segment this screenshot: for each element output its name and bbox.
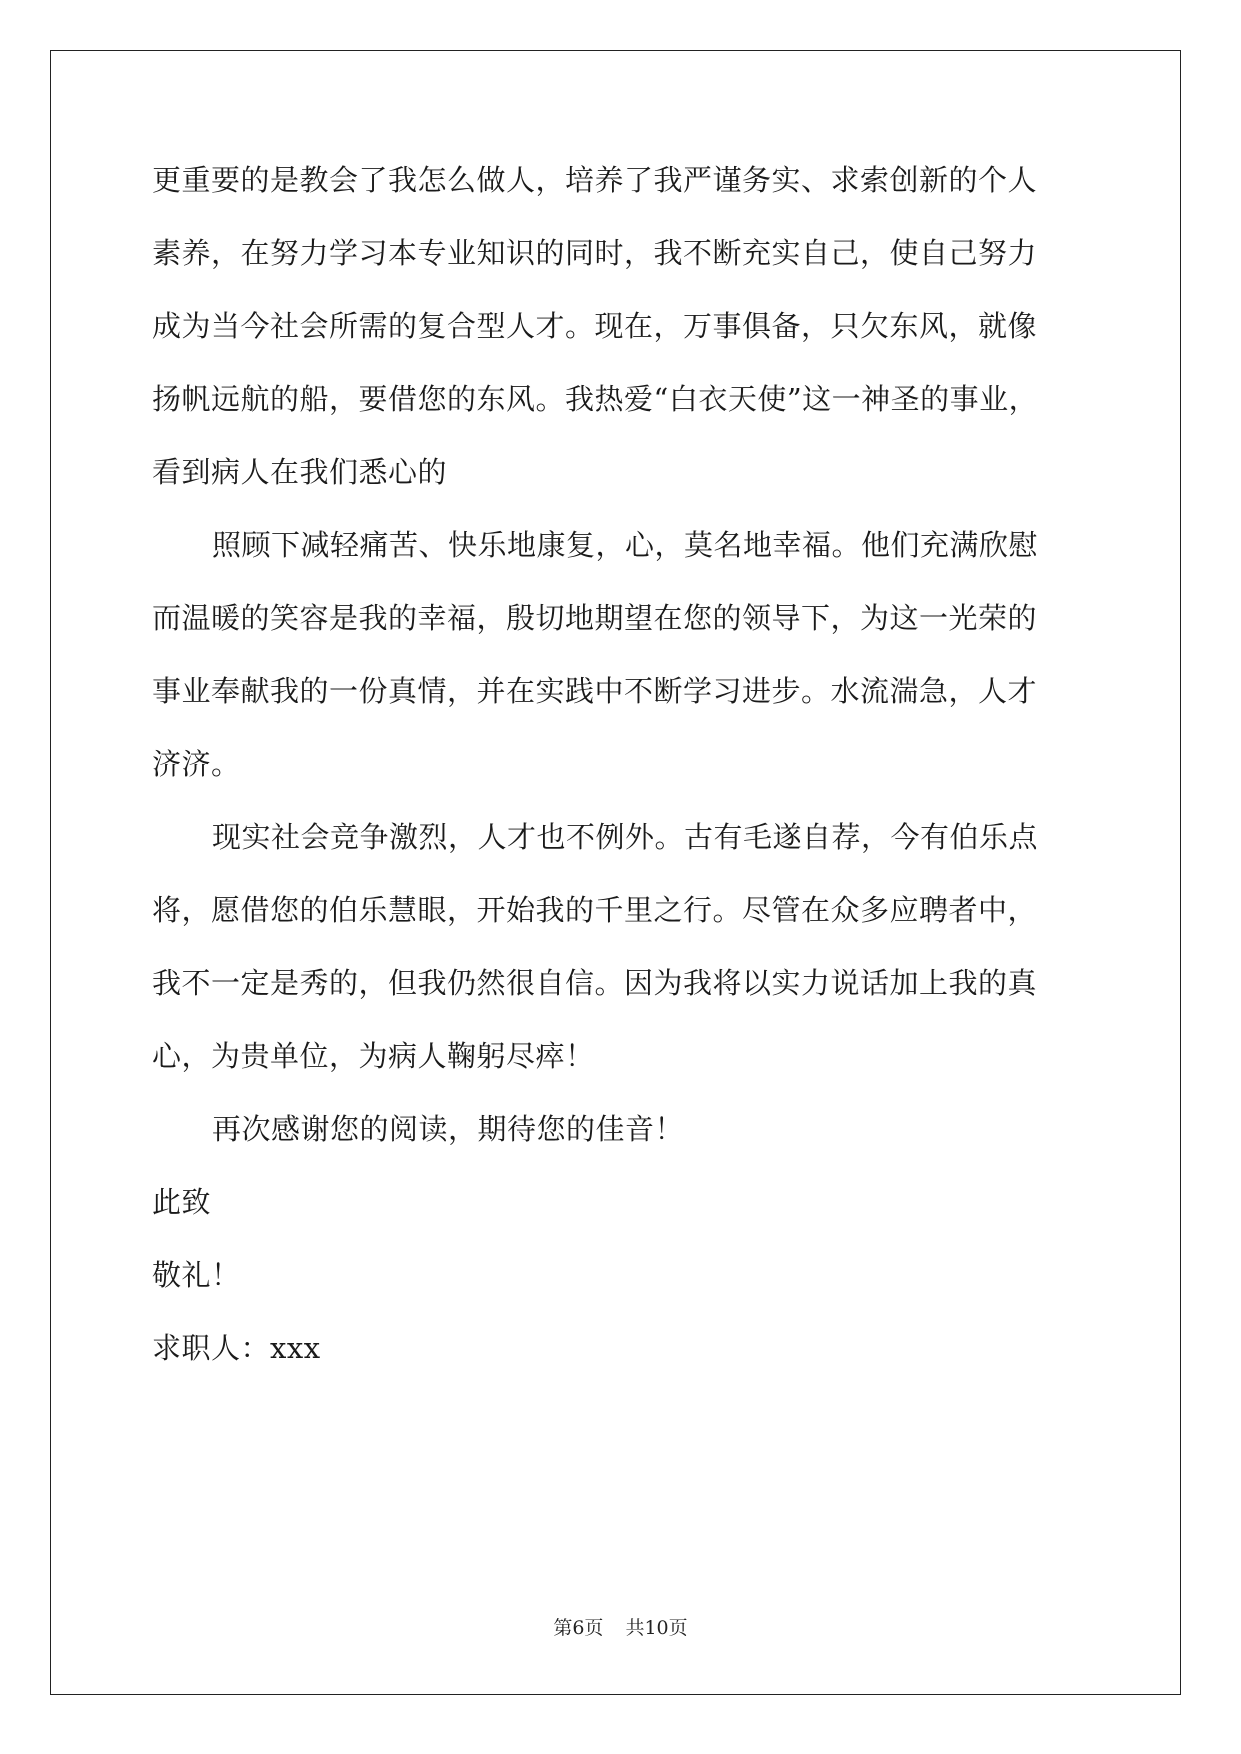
text-line: 而温暖的笑容是我的幸福，殷切地期望在您的领导下，为这一光荣的 bbox=[152, 601, 1038, 635]
text-line: 将，愿借您的伯乐慧眼，开始我的千里之行。尽管在众多应聘者中， bbox=[152, 893, 1038, 927]
salutation-cizhi: 此致 bbox=[152, 1185, 212, 1219]
text-line: 心，为贵单位，为病人鞠躬尽瘁！ bbox=[152, 1039, 595, 1073]
text-line: 更重要的是教会了我怎么做人，培养了我严谨务实、求索创新的个人 bbox=[152, 163, 1038, 197]
page-number-current: 第6页 bbox=[553, 1617, 604, 1639]
text-line: 素养，在努力学习本专业知识的同时，我不断充实自己，使自己努力 bbox=[152, 236, 1038, 270]
salutation-jingli: 敬礼！ bbox=[152, 1258, 241, 1292]
page-footer bbox=[0, 1616, 1241, 1640]
text-line: 事业奉献我的一份真情，并在实践中不断学习进步。水流湍急，人才 bbox=[152, 674, 1038, 708]
text-line: 看到病人在我们悉心的 bbox=[152, 455, 448, 489]
page-border bbox=[50, 50, 1181, 1695]
closing-remark: 再次感谢您的阅读，期待您的佳音！ bbox=[212, 1112, 685, 1146]
text-line: 我不一定是秀的，但我仍然很自信。因为我将以实力说话加上我的真 bbox=[152, 966, 1038, 1000]
page-number-total: 共10页 bbox=[625, 1617, 688, 1639]
paragraph-start-line: 现实社会竞争激烈，人才也不例外。古有毛遂自荐，今有伯乐点 bbox=[212, 820, 1039, 854]
text-line: 济济。 bbox=[152, 747, 241, 781]
signature-line: 求职人：xxx bbox=[152, 1331, 321, 1365]
paragraph-start-line: 照顾下减轻痛苦、快乐地康复，心，莫名地幸福。他们充满欣慰 bbox=[212, 528, 1039, 562]
text-line: 扬帆远航的船，要借您的东风。我热爱“白衣天使”这一神圣的事业， bbox=[152, 382, 1039, 416]
text-line: 成为当今社会所需的复合型人才。现在，万事俱备，只欠东风，就像 bbox=[152, 309, 1038, 343]
